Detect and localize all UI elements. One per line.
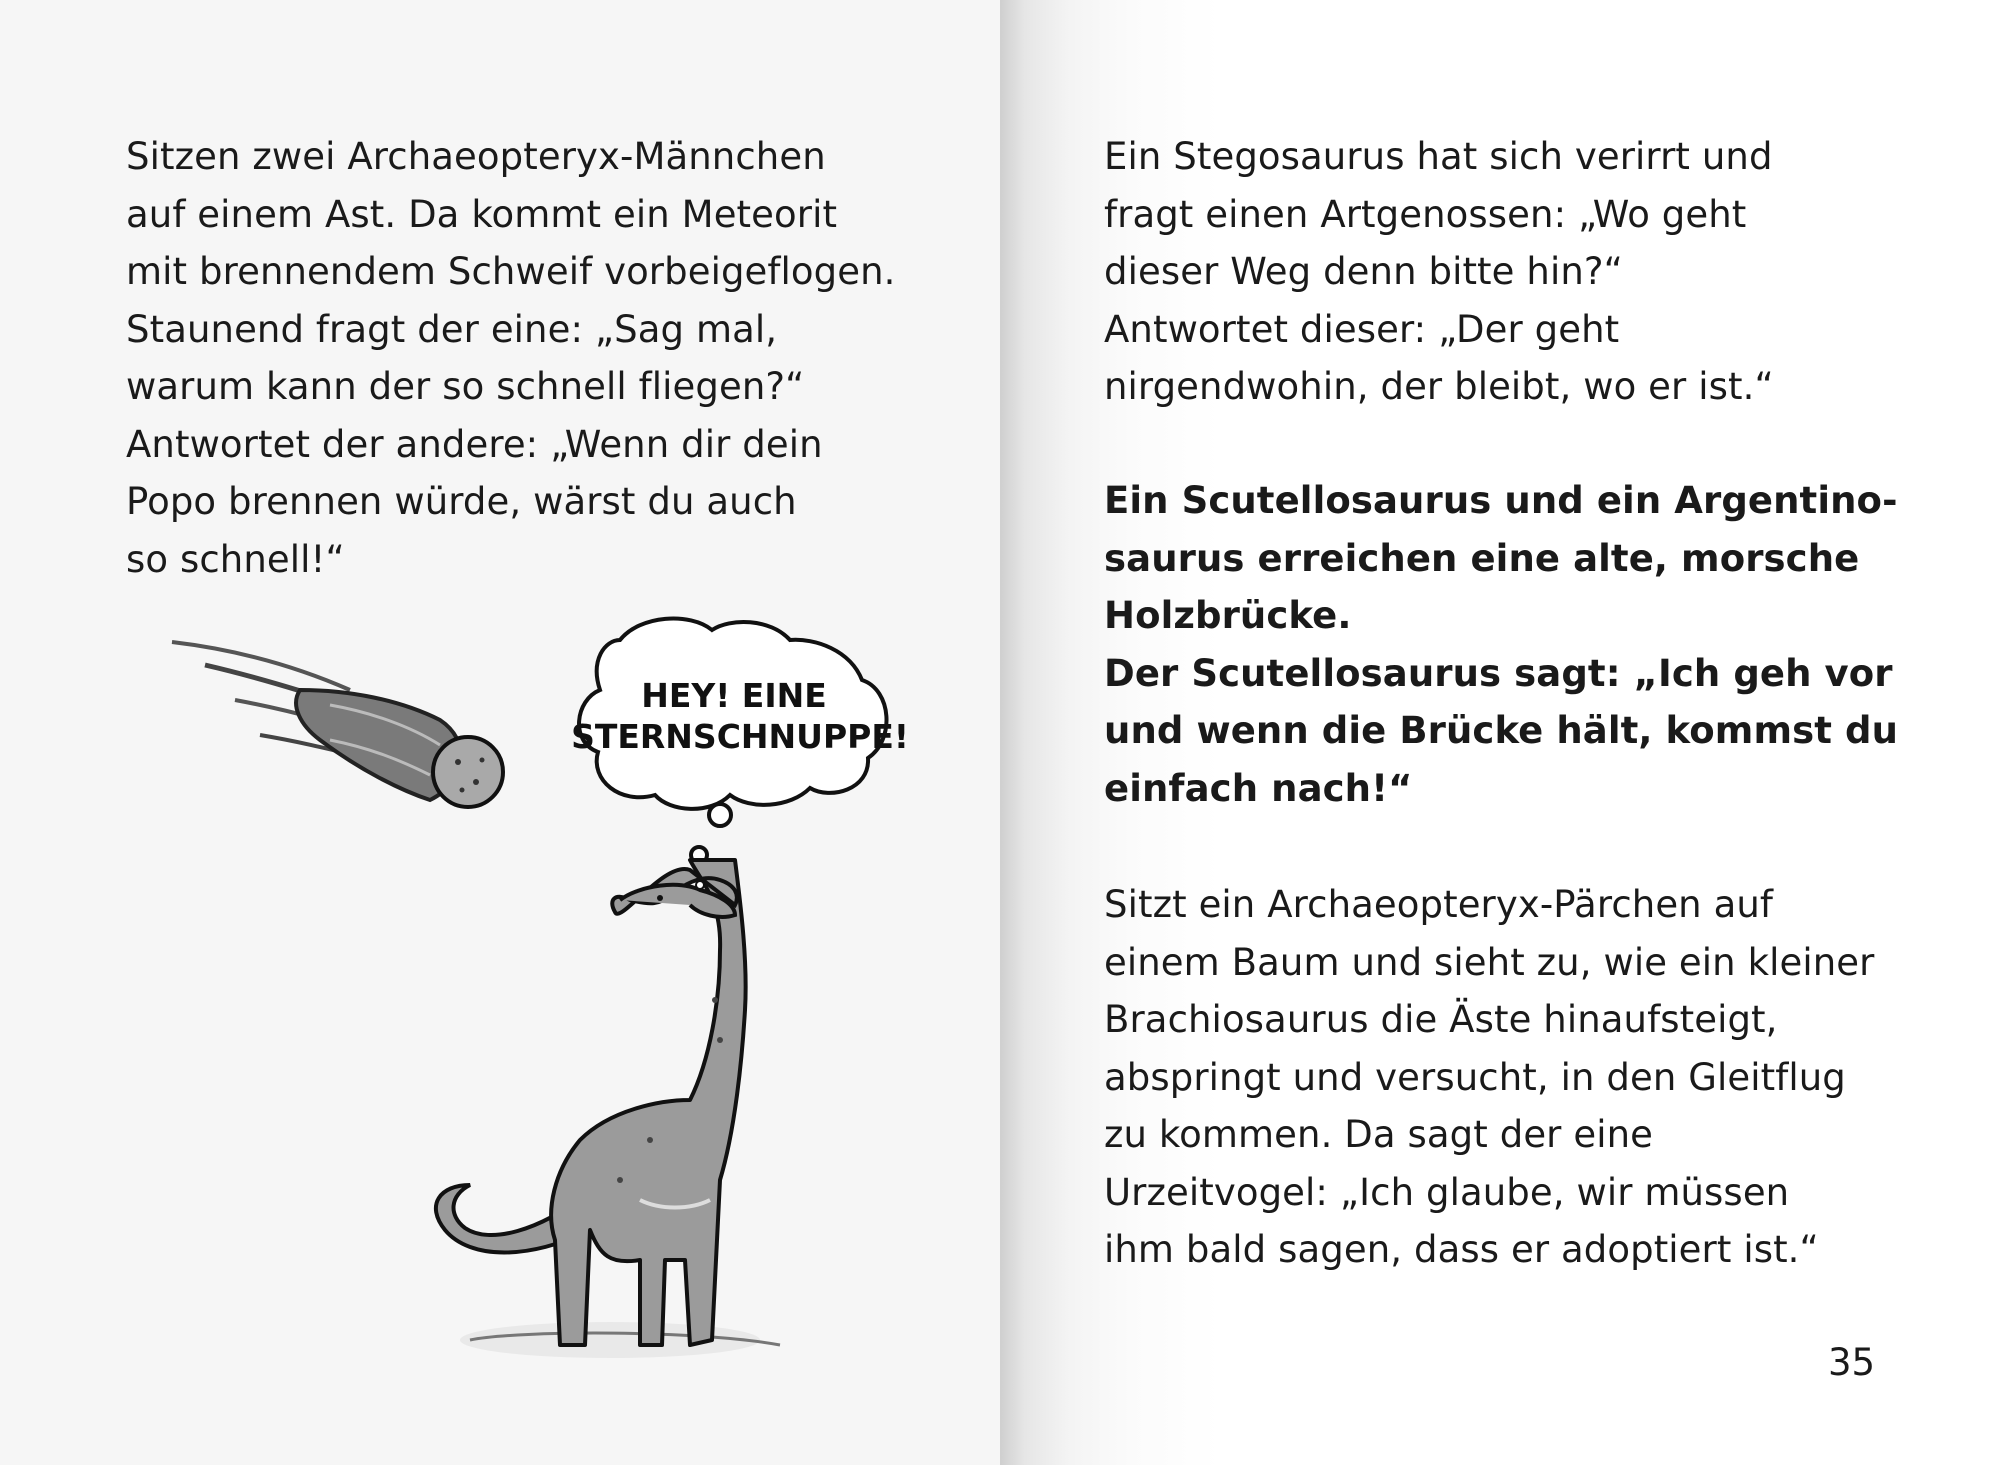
joke-stegosaurus (1104, 128, 1774, 416)
meteor-icon (172, 642, 503, 807)
text-line: Urzeitvogel: „Ich glaube, wir müssen (1104, 1170, 1790, 1214)
text-line: Holzbrücke. (1104, 594, 1352, 637)
thought-bubble (571, 619, 909, 863)
text-line: Brachiosaurus die Äste hinaufsteigt, (1104, 998, 1778, 1041)
text-line: nirgendwohin, der bleibt, wo er ist.“ (1104, 365, 1774, 408)
brachiosaurus-icon (436, 860, 780, 1358)
text-line: Staunend fragt der eine: „Sag mal, (126, 307, 778, 351)
text-line: Popo brennen würde, wärst du auch (126, 480, 797, 523)
text-line: einem Baum und sieht zu, wie ein kleiner (1104, 940, 1875, 984)
text-line: Der Scutellosaurus sagt: „Ich geh vor (1104, 651, 1893, 695)
text-line: Ein Scutellosaurus und ein Argentino- (1104, 479, 1898, 522)
text-line: einfach nach!“ (1104, 766, 1413, 810)
text-line: und wenn die Brücke hält, kommst du (1104, 709, 1899, 752)
bubble-line-2: STERNSCHNUPPE! (571, 717, 909, 756)
joke-meteorite (126, 128, 896, 588)
text-line: Antwortet dieser: „Der geht (1104, 307, 1620, 351)
text-line: auf einem Ast. Da kommt ein Meteorit (126, 192, 838, 236)
text-line: mit brennendem Schweif vorbeigeflogen. (126, 250, 896, 293)
dinosaur-illustration (150, 600, 910, 1400)
text-line: Sitzt ein Archaeopteryx-Pärchen auf (1104, 883, 1774, 926)
text-line: so schnell!“ (126, 537, 345, 581)
text-line: zu kommen. Da sagt der eine (1104, 1113, 1654, 1156)
text-line: ihm bald sagen, dass er adoptiert ist.“ (1104, 1228, 1819, 1271)
text-line: dieser Weg denn bitte hin?“ (1104, 250, 1623, 293)
joke-scutellosaurus (1104, 472, 1898, 817)
text-line: warum kann der so schnell fliegen?“ (126, 365, 805, 408)
text-line: fragt einen Artgenossen: „Wo geht (1104, 192, 1747, 236)
text-line: saurus erreichen eine alte, morsche (1104, 536, 1860, 580)
text-line: Antwortet der andere: „Wenn dir dein (126, 422, 823, 466)
bubble-line-1: HEY! EINE (641, 676, 827, 715)
text-line: Ein Stegosaurus hat sich verirrt und (1104, 135, 1773, 178)
text-line: abspringt und versucht, in den Gleitflug (1104, 1055, 1846, 1099)
joke-archaeopteryx-couple (1104, 876, 1874, 1279)
page-number: 35 (1828, 1341, 1876, 1384)
text-line: Sitzen zwei Archaeopteryx-Männchen (126, 135, 826, 178)
